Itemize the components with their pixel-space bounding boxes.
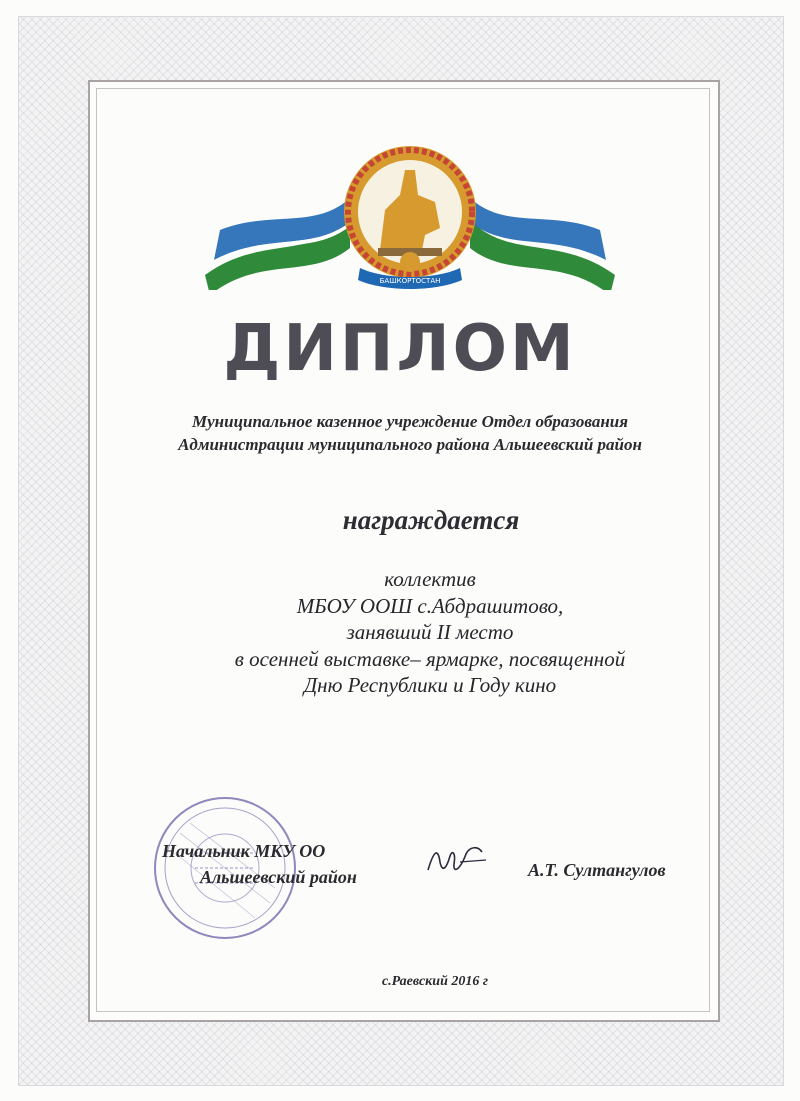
signatory-position-line-2: Альшеевский район [200, 867, 357, 887]
award-line-1: коллектив [384, 567, 476, 591]
organization-name [140, 410, 680, 456]
organization-line-1: Муниципальное казенное учреждение Отдел образования [192, 412, 628, 431]
award-line-5: Дню Республики и Году кино [303, 673, 557, 697]
signatory-name: А.Т. Султангулов [528, 860, 666, 880]
organization-line-2: Администрации муниципального района Альшеевский район [178, 435, 642, 454]
award-line-3: занявший II место [346, 620, 514, 644]
award-line-2: МБОУ ООШ с.Абдрашитово, [296, 593, 564, 618]
awarded-label: награждается [342, 505, 520, 535]
handwritten-signature [420, 840, 490, 882]
award-line-4: в осенней выставке– ярмарке, посвященной [234, 646, 626, 671]
bashkortostan-emblem [200, 140, 620, 290]
award-body [180, 566, 680, 699]
diploma-title: ДИПЛОМ [223, 312, 577, 386]
emblem-ribbon-text: БАШКОРТОСТАН [379, 277, 441, 285]
place-and-date: с.Раевский 2016 г [381, 974, 489, 989]
signatory-position-line-1: Начальник МКУ ОО [162, 841, 326, 861]
signatory-position [162, 838, 402, 890]
